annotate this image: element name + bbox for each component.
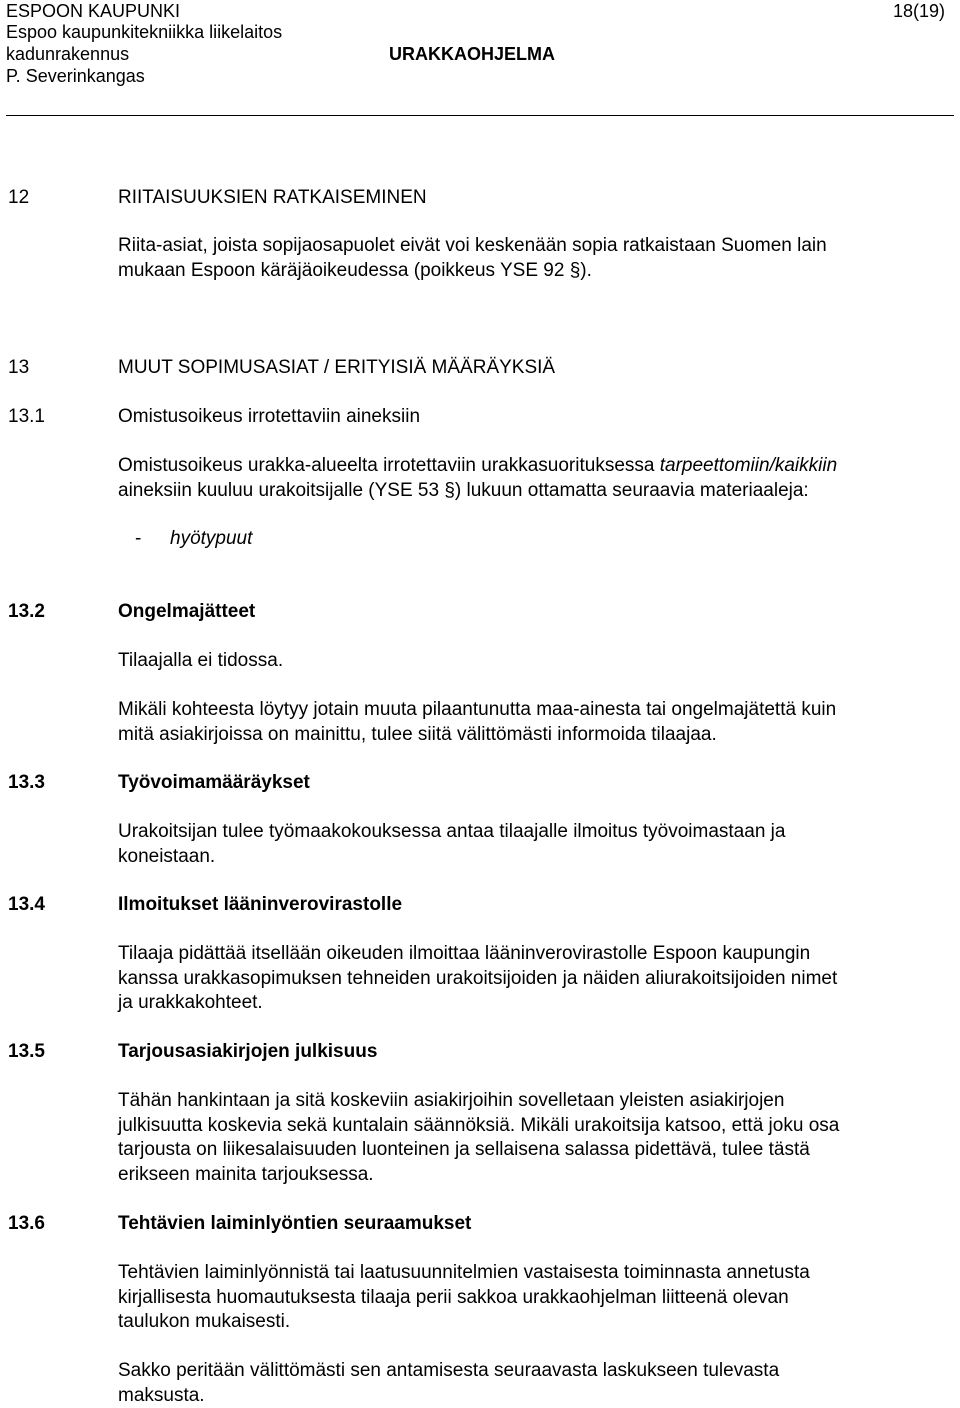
- list-dash: -: [135, 528, 141, 550]
- section-13-4-title: Ilmoitukset lääninverovirastolle: [118, 893, 402, 917]
- section-13-5-number: 13.5: [8, 1040, 45, 1064]
- header-divider: [6, 115, 954, 116]
- text-line: kanssa urakkasopimuksen tehneiden urakoitsijoiden ja näiden aliurakoitsijoiden nimet: [118, 967, 948, 992]
- section-13-2-text-2: [118, 698, 948, 747]
- section-13-title: MUUT SOPIMUSASIAT / ERITYISIÄ MÄÄRÄYKSIÄ: [118, 356, 555, 380]
- section-13-6-text: [118, 1261, 948, 1335]
- text-line: julkisuutta koskevia sekä kuntalain säännöksiä. Mikäli urakoitsija katsoo, että joku osa: [118, 1114, 948, 1139]
- document-title: URAKKAOHJELMA: [389, 43, 555, 65]
- text-line: Urakoitsijan tulee työmaakokouksessa antaa tilaajalle ilmoitus työvoimastaan ja: [118, 820, 948, 845]
- section-13-number: 13: [8, 356, 29, 380]
- section-13-6-text-2: [118, 1359, 948, 1408]
- text-line: tarjousta on liikesalaisuuden luonteinen ja sellaisena salassa pidettävä, tulee tästä: [118, 1138, 948, 1163]
- text-line: Tilaajalla ei tidossa.: [118, 649, 948, 674]
- text-line: aineksiin kuuluu urakoitsijalle (YSE 53 §) lukuun ottamatta seuraavia materiaaleja:: [118, 479, 948, 504]
- text-line: Riita-asiat, joista sopijaosapuolet eivät voi keskenään sopia ratkaistaan Suomen lain: [118, 234, 948, 259]
- section-12-text: [118, 234, 948, 283]
- section-13-4-number: 13.4: [8, 893, 45, 917]
- text-line: mukaan Espoon käräjäoikeudessa (poikkeus YSE 92 §).: [118, 259, 948, 284]
- text-line: mitä asiakirjoissa on mainittu, tulee siitä välittömästi informoida tilaajaa.: [118, 723, 948, 748]
- text-line: ja urakkakohteet.: [118, 991, 948, 1016]
- text-span-italic: tarpeettomiin/kaikkiin: [660, 455, 837, 476]
- section-13-6-number: 13.6: [8, 1212, 45, 1236]
- section-13-4-text: [118, 942, 948, 1016]
- header-org: ESPOON KAUPUNKI: [6, 0, 180, 22]
- section-13-5-title: Tarjousasiakirjojen julkisuus: [118, 1040, 377, 1064]
- section-13-2-number: 13.2: [8, 600, 45, 624]
- page-number: 18(19): [893, 0, 945, 22]
- text-line: koneistaan.: [118, 845, 948, 870]
- text-line: [118, 454, 948, 479]
- header-unit: kadunrakennus: [6, 43, 129, 65]
- section-12-title: RIITAISUUKSIEN RATKAISEMINEN: [118, 186, 427, 210]
- text-line: Sakko peritään välittömästi sen antamisesta seuraavasta laskukseen tulevasta: [118, 1359, 948, 1384]
- text-line: Tilaaja pidättää itsellään oikeuden ilmoittaa lääninverovirastolle Espoon kaupungin: [118, 942, 948, 967]
- text-line: Mikäli kohteesta löytyy jotain muuta pilaantunutta maa-ainesta tai ongelmajätettä kuin: [118, 698, 948, 723]
- header-author: P. Severinkangas: [6, 65, 145, 87]
- section-13-2-title: Ongelmajätteet: [118, 600, 255, 624]
- section-13-1-title: Omistusoikeus irrotettaviin aineksiin: [118, 405, 420, 429]
- text-span: Omistusoikeus urakka-alueelta irrotettaviin urakkasuorituksessa: [118, 455, 660, 476]
- section-13-3-text: [118, 820, 948, 869]
- text-line: erikseen mainita tarjouksessa.: [118, 1163, 948, 1188]
- section-13-1-text: [118, 454, 948, 503]
- section-13-3-number: 13.3: [8, 771, 45, 795]
- section-12-number: 12: [8, 186, 29, 210]
- list-item: hyötypuut: [170, 528, 252, 550]
- text-line: Tähän hankintaan ja sitä koskeviin asiakirjoihin sovelletaan yleisten asiakirjojen: [118, 1089, 948, 1114]
- text-line: Tehtävien laiminlyönnistä tai laatusuunnitelmien vastaisesta toiminnasta annetusta: [118, 1261, 948, 1286]
- text-line: maksusta.: [118, 1384, 948, 1408]
- section-13-5-text: [118, 1089, 948, 1187]
- text-line: kirjallisesta huomautuksesta tilaaja perii sakkoa urakkaohjelman liitteenä olevan: [118, 1286, 948, 1311]
- section-13-2-text: [118, 649, 948, 674]
- header-dept: Espoo kaupunkitekniikka liikelaitos: [6, 21, 282, 43]
- section-13-3-title: Työvoimamääräykset: [118, 771, 310, 795]
- text-line: taulukon mukaisesti.: [118, 1310, 948, 1335]
- section-13-1-number: 13.1: [8, 405, 45, 429]
- section-13-6-title: Tehtävien laiminlyöntien seuraamukset: [118, 1212, 471, 1236]
